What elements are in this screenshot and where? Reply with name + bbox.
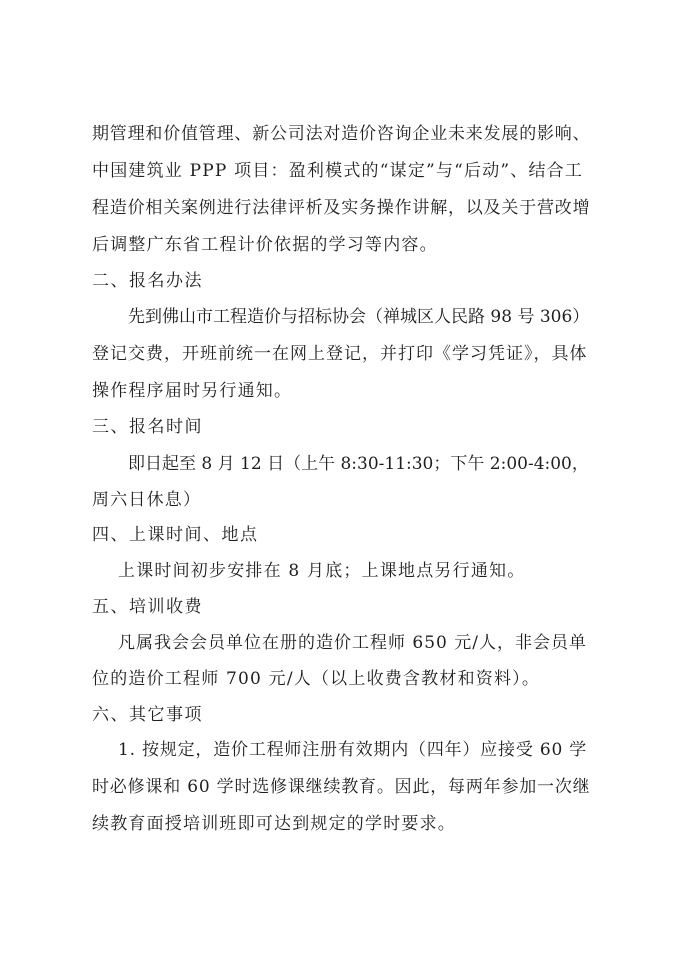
- intro-line-4: 后调整广东省工程计价依据的学习等内容。: [92, 235, 438, 255]
- section-4-line-1: 上课时间初步安排在 8 月底；上课地点另行通知。: [118, 561, 526, 581]
- section-4-heading: 四、上课时间、地点: [92, 525, 259, 545]
- section-3-heading: 三、报名时间: [92, 417, 203, 437]
- section-2-heading: 二、报名办法: [92, 271, 203, 291]
- intro-line-1: 期管理和价值管理、新公司法对造价咨询企业未来发展的影响、: [92, 124, 591, 144]
- intro-line-2: 中国建筑业 PPP 项目：盈利模式的“谋定”与“后动”、结合工: [92, 161, 584, 181]
- intro-line-3: 程造价相关案例进行法律评析及实务操作讲解，以及关于营改增: [92, 198, 591, 218]
- section-3-line-2: 周六日休息）: [92, 490, 202, 510]
- section-2-line-1: 先到佛山市工程造价与招标协会（禅城区人民路 98 号 306）: [128, 307, 590, 327]
- section-6-line-1: 1. 按规定，造价工程师注册有效期内（四年）应接受 60 学: [118, 740, 588, 760]
- section-6-heading: 六、其它事项: [92, 705, 203, 725]
- section-5-heading: 五、培训收费: [92, 597, 203, 617]
- section-3-line-1: 即日起至 8 月 12 日（上午 8:30-11:30；下午 2:00-4:00，: [128, 454, 589, 474]
- section-2-line-2: 登记交费，开班前统一在网上登记，并打印《学习凭证》，具体: [92, 344, 588, 364]
- section-6-line-3: 续教育面授培训班即可达到规定的学时要求。: [92, 814, 456, 834]
- section-2-line-3: 操作程序届时另行通知。: [92, 381, 293, 401]
- section-5-line-2: 位的造价工程师 700 元/人（以上收费含教材和资料）。: [92, 669, 541, 689]
- section-6-line-2: 时必修课和 60 学时选修课继续教育。因此，每两年参加一次继: [92, 777, 591, 797]
- section-5-line-1: 凡属我会会员单位在册的造价工程师 650 元/人，非会员单: [118, 633, 587, 653]
